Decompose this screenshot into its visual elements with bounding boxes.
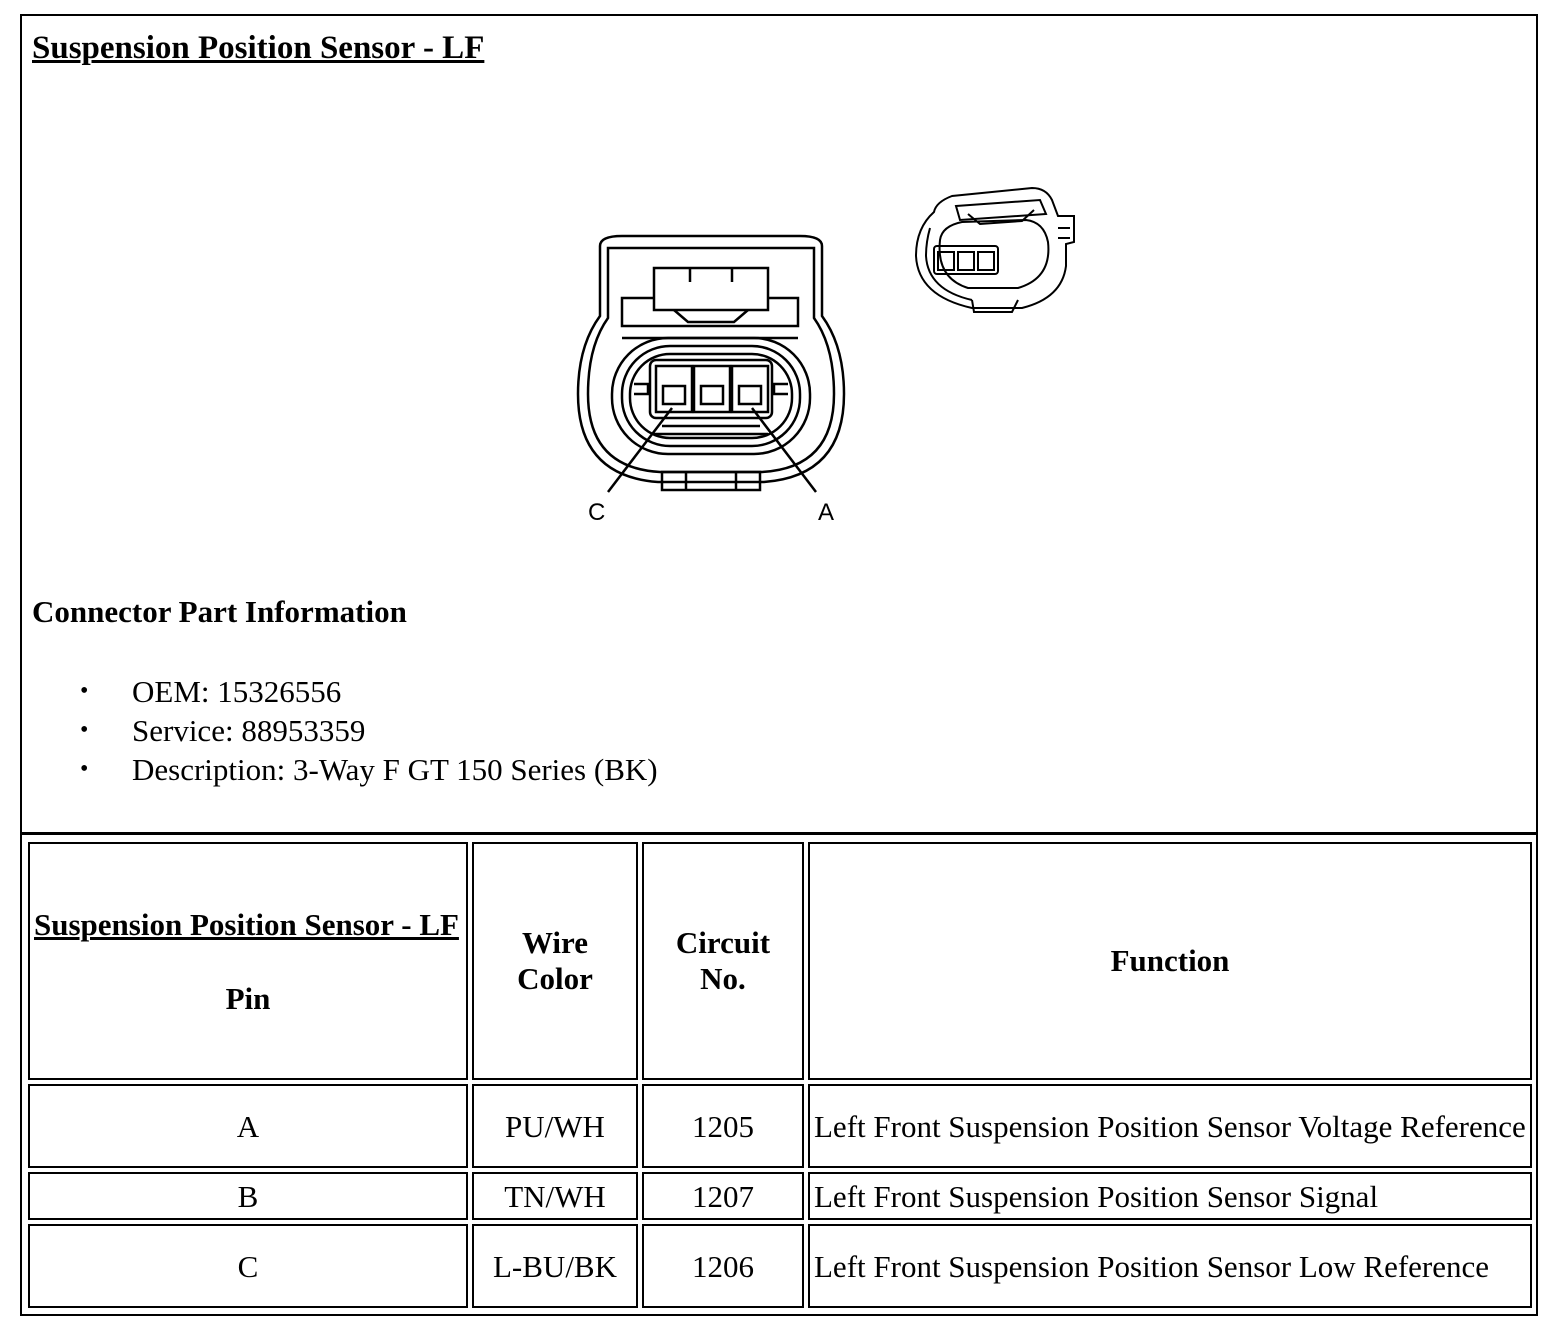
connector-diagram xyxy=(22,16,1536,576)
function-cell: Left Front Suspension Position Sensor Low Reference xyxy=(808,1224,1532,1308)
wire-color-cell: L-BU/BK xyxy=(472,1224,638,1308)
header-sensor-pin xyxy=(28,842,468,1080)
pin-cell: A xyxy=(28,1084,468,1168)
header-function: Function xyxy=(808,842,1532,1080)
function-cell: Left Front Suspension Position Sensor Voltage Reference xyxy=(808,1084,1532,1168)
header-sensor-label: Suspension Position Sensor - LF xyxy=(34,906,459,942)
wire-color-cell: TN/WH xyxy=(472,1172,638,1220)
connector-face-view xyxy=(578,236,844,492)
pin-cell: C xyxy=(28,1224,468,1308)
table-header-row xyxy=(28,842,1532,1080)
pin-callout-a: A xyxy=(818,499,835,526)
header-wire-color: Wire Color xyxy=(472,842,638,1080)
wire-color-cell: PU/WH xyxy=(472,1084,638,1168)
table-row xyxy=(28,1172,1532,1220)
header-circuit-no: Circuit No. xyxy=(642,842,804,1080)
circuit-no-cell: 1207 xyxy=(642,1172,804,1220)
table-row xyxy=(28,1084,1532,1168)
pin-cell: B xyxy=(28,1172,468,1220)
pin-callout-c: C xyxy=(588,499,606,526)
connector-isometric-view xyxy=(916,188,1074,312)
circuit-no-cell: 1205 xyxy=(642,1084,804,1168)
table-row xyxy=(28,1224,1532,1308)
document-frame xyxy=(20,14,1538,1316)
oem-part-number: • OEM: 15326556 xyxy=(80,672,658,711)
page-title: Suspension Position Sensor - LF xyxy=(32,30,485,66)
function-cell: Left Front Suspension Position Sensor Signal xyxy=(808,1172,1532,1220)
connector-description: • Description: 3-Way F GT 150 Series (BK) xyxy=(80,750,658,789)
connector-info-heading: Connector Part Information xyxy=(32,594,407,629)
connector-section xyxy=(22,16,1536,835)
pinout-table xyxy=(24,838,1536,1312)
connector-info-list xyxy=(80,672,658,789)
header-pin-label: Pin xyxy=(225,980,271,1016)
circuit-no-cell: 1206 xyxy=(642,1224,804,1308)
service-part-number: • Service: 88953359 xyxy=(80,711,658,750)
